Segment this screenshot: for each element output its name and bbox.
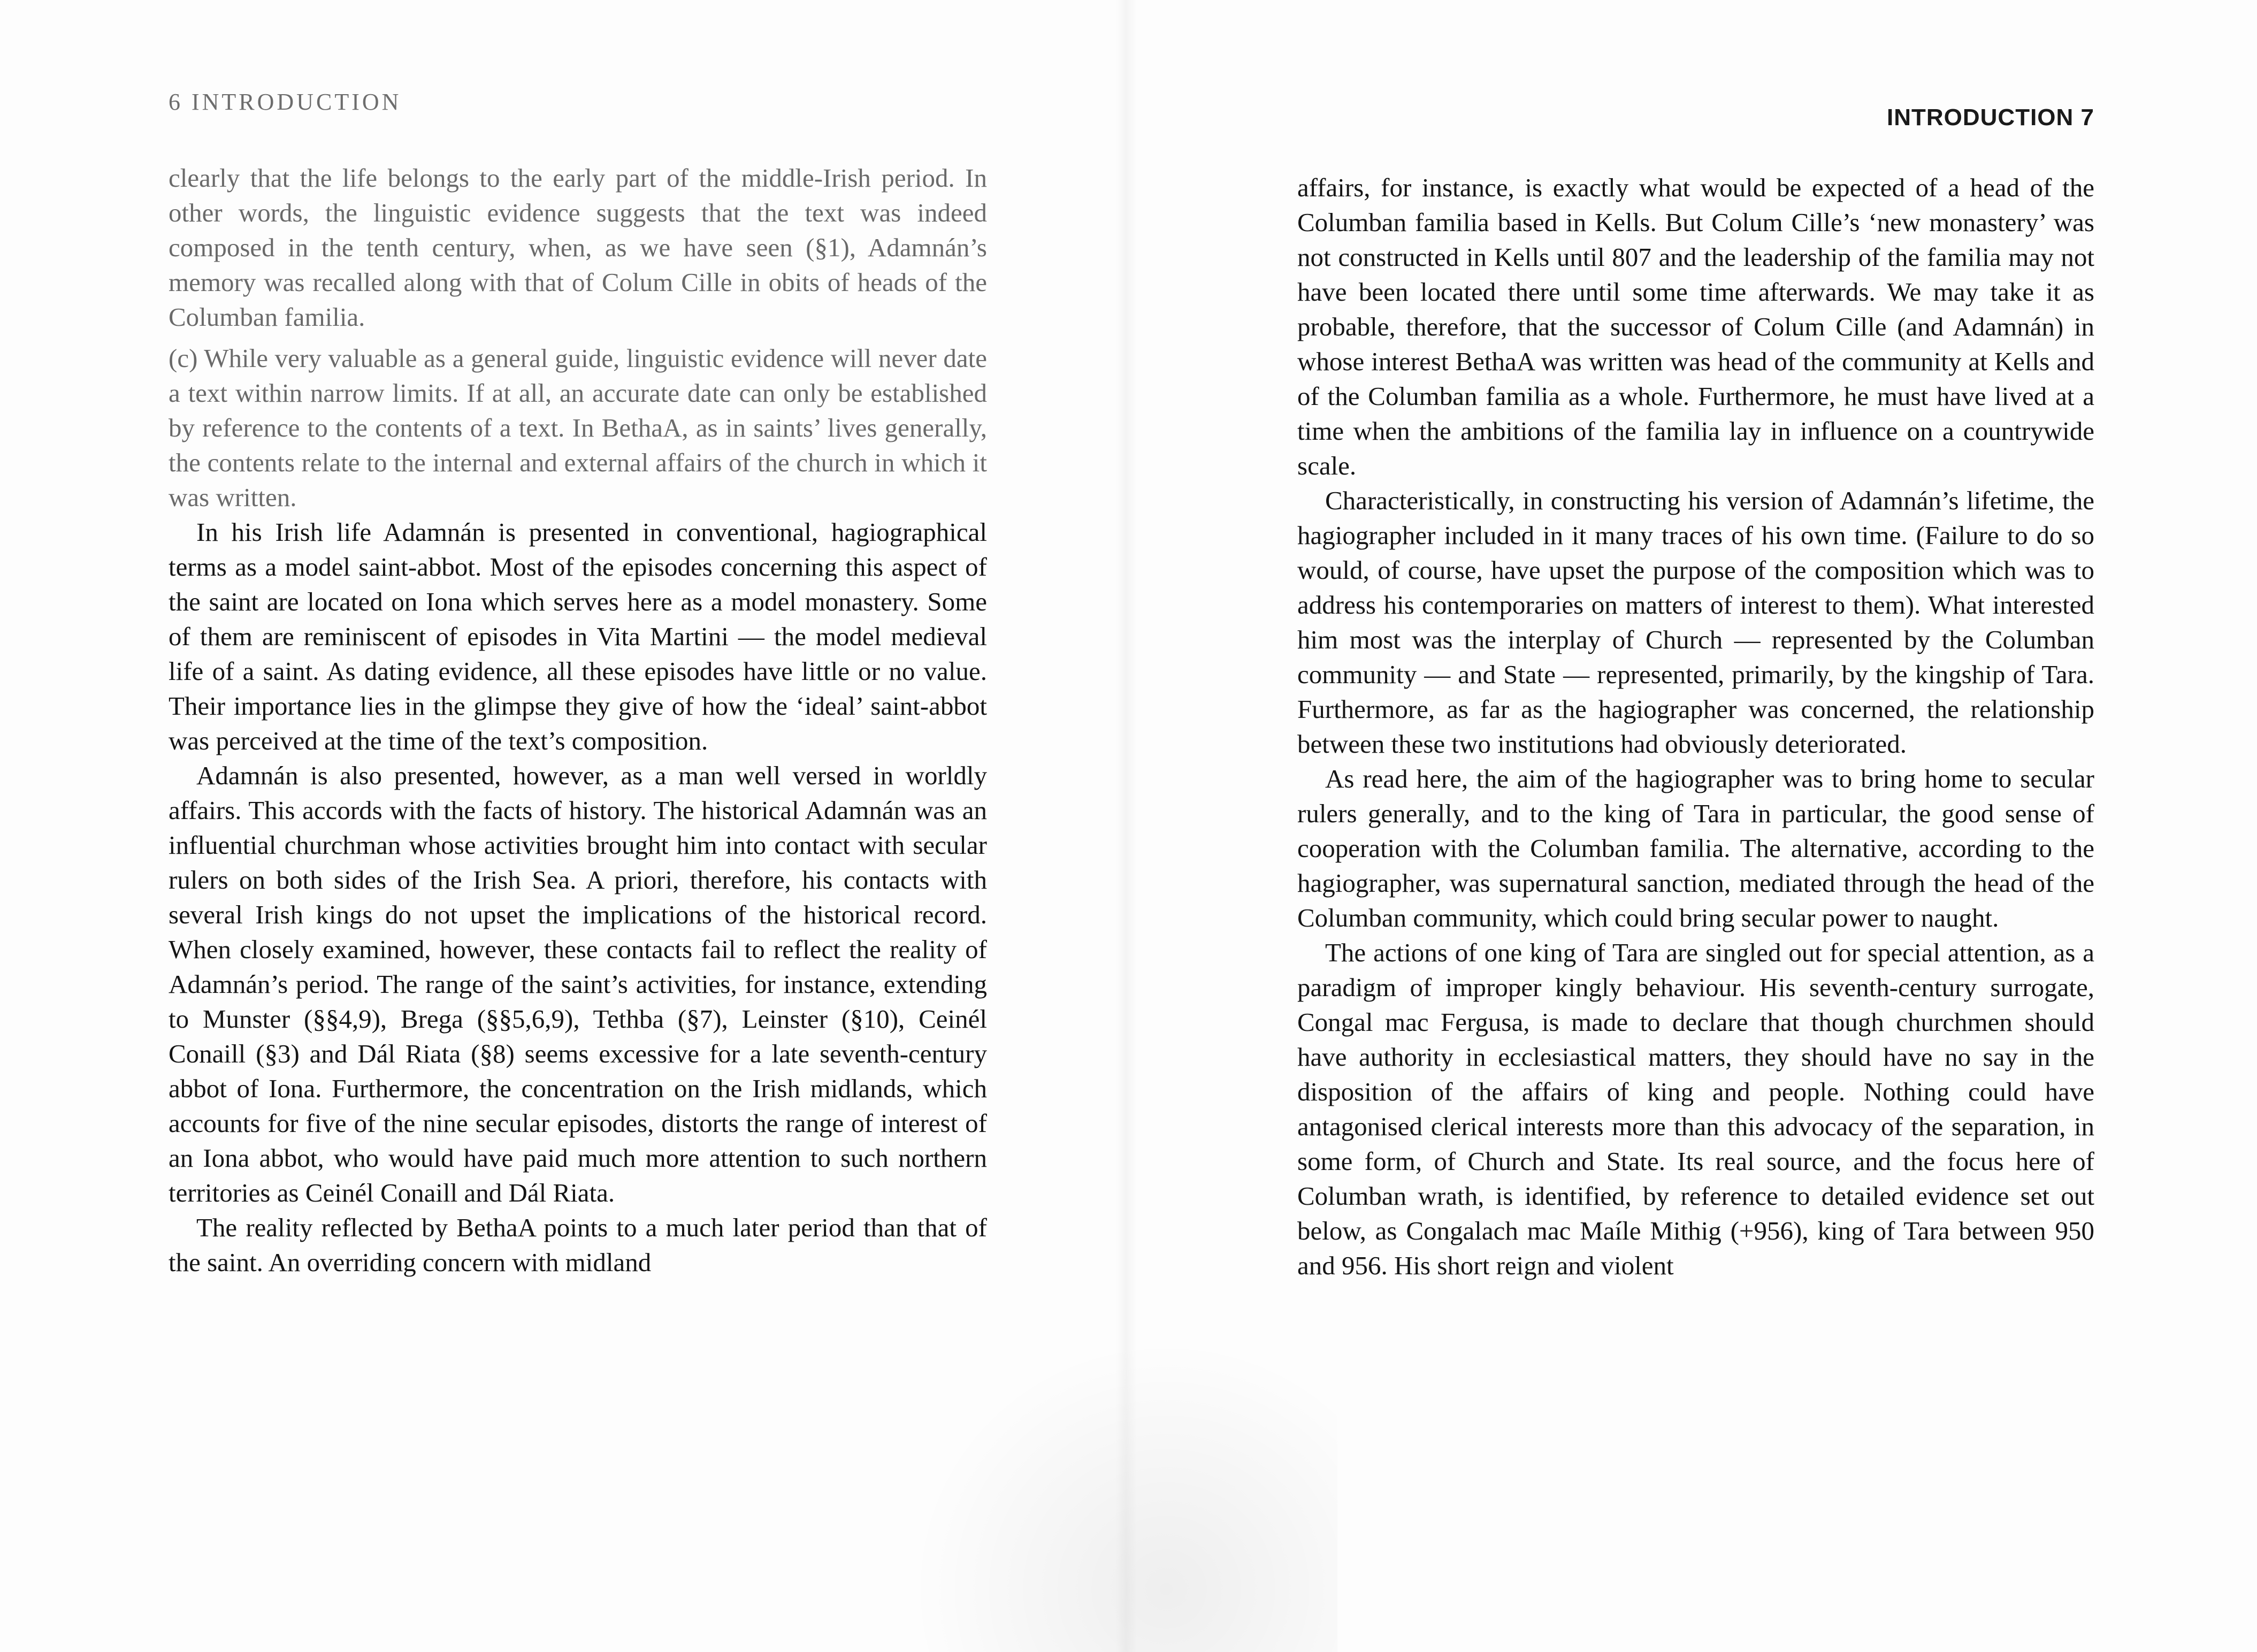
left-paragraph-5: The reality reflected by BethaA points to a much later period than that of the saint. An overriding concern with midland: [169, 1213, 987, 1277]
right-paragraph-4: The actions of one king of Tara are singled out for special attention, as a paradigm of improper kingly behaviour. His seventh-century surrogate, Congal mac Fergusa, is made to declare that though churchmen should have authority in ecclesiastical matters, they should have no say in the disposition of the affairs of king and people. Nothing could have antagonised clerical interests more than this advocacy of the separation, in some form, of Church and State. Its real source, and the focus here of Columban wrath, is identified, by reference to detailed evidence set out below, as Congalach mac Maíle Mithig (+956), king of Tara between 950 and 956. His short reign and violent: [1297, 938, 2094, 1280]
right-page-body: [1297, 170, 2094, 1283]
right-running-head: INTRODUCTION 7: [1887, 104, 2094, 131]
right-page: [1297, 0, 2094, 1652]
left-running-head: 6 INTRODUCTION: [169, 89, 402, 115]
right-paragraph-3: As read here, the aim of the hagiographer was to bring home to secular rulers generally, and to the king of Tara in particular, the good sense of cooperation with the Columban familia. The alternative, according to the hagiographer, was supernatural sanction, mediated through the head of the Columban community, which could bring secular power to naught.: [1297, 764, 2094, 932]
right-paragraph-1: affairs, for instance, is exactly what would be expected of a head of the Columban familia based in Kells. But Colum Cille’s ‘new monastery’ was not constructed in Kells until 807 and the leadership of the familia may not have been located there until some time afterwards. We may take it as probable, therefore, that the successor of Colum Cille (and Adamnán) in whose interest BethaA was written was head of the community at Kells and of the Columban familia as a whole. Furthermore, he must have lived at a time when the ambitions of the familia lay in influence on a countrywide scale.: [1297, 173, 2094, 480]
left-page-body: [169, 160, 987, 1280]
left-paragraph-2: (c) While very valuable as a general guide, linguistic evidence will never date a text within narrow limits. If at all, an accurate date can only be established by reference to the contents of a text. In BethaA, as in saints’ lives generally, the contents relate to the internal and external affairs of the church in which it was written.: [169, 343, 987, 512]
left-paragraph-3: In his Irish life Adamnán is presented in conventional, hagiographical terms as a model saint-abbot. Most of the episodes concerning this aspect of the saint are located on Iona which serves here as a model monastery. Some of them are reminiscent of episodes in Vita Martini — the model medieval life of a saint. As dating evidence, all these episodes have little or no value. Their importance lies in the glimpse they give of how the ‘ideal’ saint-abbot was perceived at the time of the text’s composition.: [169, 517, 987, 755]
left-paragraph-4: Adamnán is also presented, however, as a man well versed in worldly affairs. This accords with the facts of history. The historical Adamnán was an influential churchman whose activities brought him into contact with secular rulers on both sides of the Irish Sea. A priori, therefore, his contacts with several Irish kings do not upset the implications of the historical record. When closely examined, however, these contacts fail to reflect the reality of Adamnán’s period. The range of the saint’s activities, for instance, extending to Munster (§§4,9), Brega (§§5,6,9), Tethba (§7), Leinster (§10), Ceinél Conaill (§3) and Dál Riata (§8) seems excessive for a late seventh-century abbot of Iona. Furthermore, the concentration on the Irish midlands, which accounts for five of the nine secular episodes, distorts the range of interest of an Iona abbot, who would have paid much more attention to such northern territories as Ceinél Conaill and Dál Riata.: [169, 761, 987, 1207]
book-gutter: [1115, 0, 1137, 1652]
right-paragraph-2: Characteristically, in constructing his version of Adamnán’s lifetime, the hagiographer included in it many traces of his own time. (Failure to do so would, of course, have upset the purpose of the composition which was to address his contemporaries on matters of interest to them). What interested him most was the interplay of Church — represented by the Columban community — and State — represented, primarily, by the kingship of Tara. Furthermore, as far as the hagiographer was concerned, the relationship between these two institutions had obviously deteriorated.: [1297, 486, 2094, 759]
left-paragraph-1: clearly that the life belongs to the early part of the middle-Irish period. In other words, the linguistic evidence suggests that the text was indeed composed in the tenth century, when, as we have seen (§1), Adamnán’s memory was recalled along with that of Colum Cille in obits of heads of the Columban familia.: [169, 163, 987, 332]
left-page: [169, 0, 987, 1652]
